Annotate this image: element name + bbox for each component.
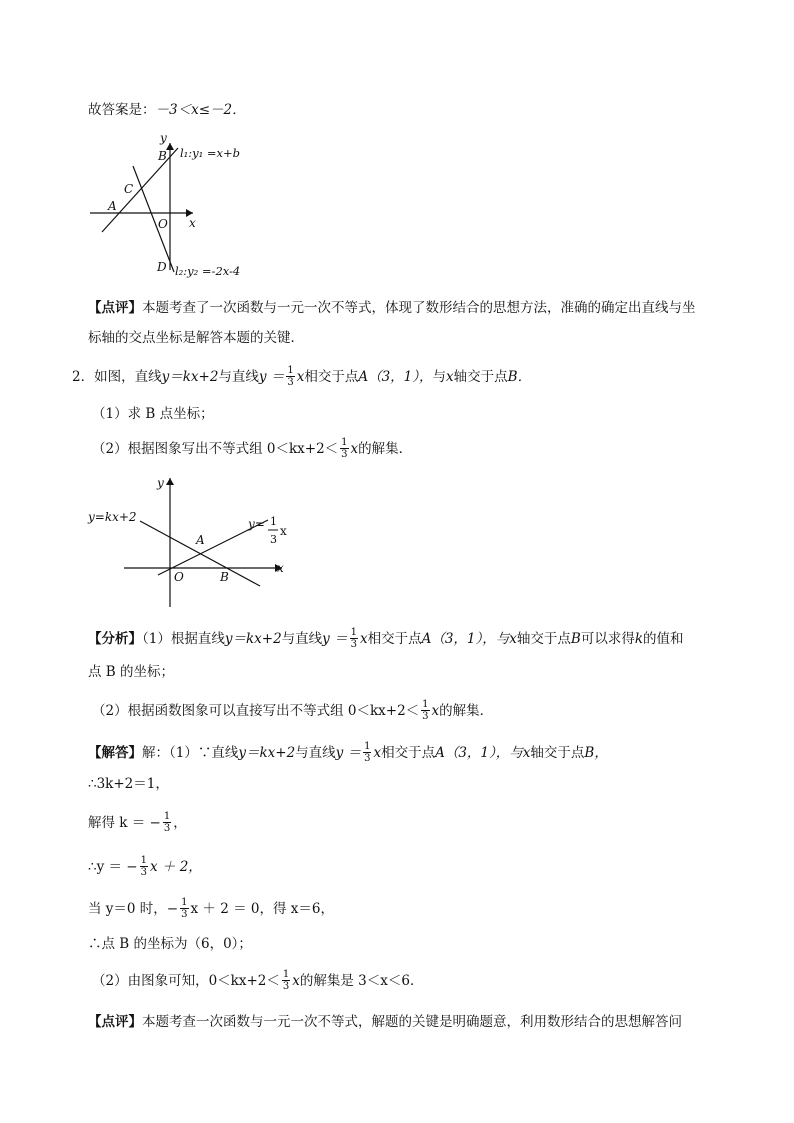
stem-text-a: 如图，直线 [94,369,162,385]
solution-3-a: 解得 k ＝ − [88,815,161,831]
solution-5-a: 当 y＝0 时，− [88,901,179,917]
fig2-y-arrow [166,478,174,485]
fraction-one-third: $\frac{1}{3}$ [181,897,188,920]
problem-2-stem: 2．如图，直线y＝kx+2与直线y ＝ $\frac{1}{3}$ x相交于点A（3，1），与x轴交于点B． [72,365,532,388]
analysis-3-b: 的解集． [439,703,494,719]
stem-point-b: B． [507,369,532,385]
fraction-one-third: $\frac{1}{3}$ [140,855,147,878]
fig1-label-x: x [189,216,196,230]
stem-eq-2: y ＝ [258,369,285,385]
solution-text-b: 与直线 [295,745,336,761]
analysis-text-j: 的值和 [643,631,684,647]
analysis-text-c: 相交于点 [367,631,422,647]
fig1-line1-label: l₁:y₁ =x+b [180,146,241,160]
fraction-one-third: $\frac{1}{3}$ [163,811,171,834]
comment-1-text-1: 本题考查了一次函数与一元一次不等式，体现了数形结合的思想方法，准确的确定出直线与坐 [142,300,696,316]
comment-1-tag: 【点评】 [88,300,142,316]
solution-text-f: 轴交于点 [530,745,585,761]
fraction-one-third: $\frac{1}{3}$ [287,365,294,388]
solution-text-c: 相交于点 [381,745,436,761]
fig2-line1-label: y=kx+2 [88,510,137,524]
solution-b: B， [584,745,608,761]
problem-2-number: 2． [72,369,95,385]
problem-2-q2: （2）根据图象写出不等式组 0＜kx+2＜ $\frac{1}{3}$ x的解集． [92,437,413,460]
fig2-label-x: x [277,561,284,575]
solution-line-2: ∴3k+2＝1， [88,776,169,792]
fig1-line2-label: l₂:y₂ =-2x-4 [175,264,241,278]
fig2-label-o: O [174,570,184,584]
q2-text-a: （2）根据图象写出不等式组 0＜kx+2＜ [92,441,339,457]
stem-point-a: A（3，1）， [358,369,433,385]
solution-x: x [522,745,531,761]
analysis-eq-2: y ＝ [322,631,348,647]
solution-text-d: A（3，1），与 [435,745,523,761]
comment-2-line-1 [88,1012,682,1032]
q2-text-b: 的解集． [358,441,413,457]
solution-eq-1: y＝kx+2 [238,745,296,761]
fig2-line2-prefix: y= [248,517,265,531]
solution-3-b: ， [173,815,187,831]
analysis-b: B [570,631,581,647]
analysis-tag: 【分析】 [88,631,142,647]
analysis-3-a: （2）根据函数图象可以直接写出不等式组 0＜kx+2＜ [92,703,420,719]
fig2-line2-suffix: x [280,524,287,538]
fig2-fraction-num: 1 [270,515,277,528]
analysis-line-1: 【分析】（1）根据直线y＝kx+2与直线y ＝ $\frac{1}{3}$ x相交于点A（3，1），与x轴交于点B可以求得k的值和 [88,627,684,650]
stem-text-d: 与 [432,369,447,385]
solution-line-7: （2）由图象可知，0＜kx+2＜ $\frac{1}{3}$ x的解集是 3＜x＜6． [92,969,424,992]
fraction-one-third: $\frac{1}{3}$ [341,437,348,460]
stem-text-f: 轴交于点 [453,369,508,385]
fig1-label-d: D [157,260,167,274]
fig1-label-a: A [108,199,117,213]
solution-line-4 [88,856,202,879]
fig2-label-y: y [157,476,164,490]
fig1-label-c: C [124,182,134,196]
solution-line-5 [88,898,334,921]
answer-prefix: 故答案是： [88,102,156,118]
fraction-one-third: $\frac{1}{3}$ [282,969,290,992]
solution-tag: 【解答】 [88,745,142,761]
stem-text-c: 相交于点 [304,369,359,385]
analysis-k: k [634,631,644,647]
analysis-text-h: 可以求得 [580,631,635,647]
comment-1-line-2: 标轴的交点坐标是解答本题的关键． [88,330,304,346]
stem-text-b: 与直线 [218,369,259,385]
fig1-label-o: O [158,217,168,231]
fig2-label-a: A [196,533,205,547]
fraction-one-third: $\frac{1}{3}$ [350,627,357,650]
fraction-one-third: $\frac{1}{3}$ [422,699,429,722]
analysis-line-2: 点 B 的坐标； [88,664,175,680]
fig2-fraction-den: 3 [270,533,277,546]
answer-math: －3＜x≤－2． [155,102,246,118]
solution-4-a: ∴y ＝ − [88,859,138,875]
solution-4-b: x ＋ 2， [150,859,202,875]
solution-line-6: ∴点 B 的坐标为（6，0）； [88,936,252,952]
solution-line-1: 【解答】解：（1）∵直线y＝kx+2与直线y ＝ $\frac{1}{3}$ x相交于点A（3，1），与x轴交于点B， [88,741,608,764]
analysis-text-b: 与直线 [281,631,323,647]
solution-7-b: 的解集是 3＜x＜6． [299,973,424,989]
fig2-label-b: B [220,570,229,584]
solution-text-a: 解：（1）∵直线 [142,745,239,761]
fig1-label-b: B [158,149,167,163]
solution-line-3 [88,812,187,835]
analysis-text-d: A（3，1），与 [421,631,510,647]
comment-2-text: 本题考查一次函数与一元一次不等式，解题的关键是明确题意，利用数形结合的思想解答问 [142,1014,682,1030]
fraction-one-third: $\frac{1}{3}$ [364,741,371,764]
stem-eq-1: y＝kx+2 [161,369,219,385]
problem-2-q1: （1）求 B 点坐标； [92,406,214,422]
solution-eq-2: y ＝ [335,745,362,761]
stem-x: x [446,369,454,385]
analysis-eq-1: y＝kx+2 [224,631,282,647]
analysis-x: x [509,631,517,647]
analysis-text-f: 轴交于点 [516,631,571,647]
analysis-text-a: （1）根据直线 [142,631,225,647]
analysis-line-3: （2）根据函数图象可以直接写出不等式组 0＜kx+2＜ $\frac{1}{3}$ x的解集． [92,699,494,722]
solution-5-b: x ＋ 2 ＝ 0，得 x＝6， [190,901,334,917]
fig1-label-y: y [160,131,167,145]
solution-7-a: （2）由图象可知，0＜kx+2＜ [92,973,280,989]
comment-2-tag: 【点评】 [88,1014,142,1030]
